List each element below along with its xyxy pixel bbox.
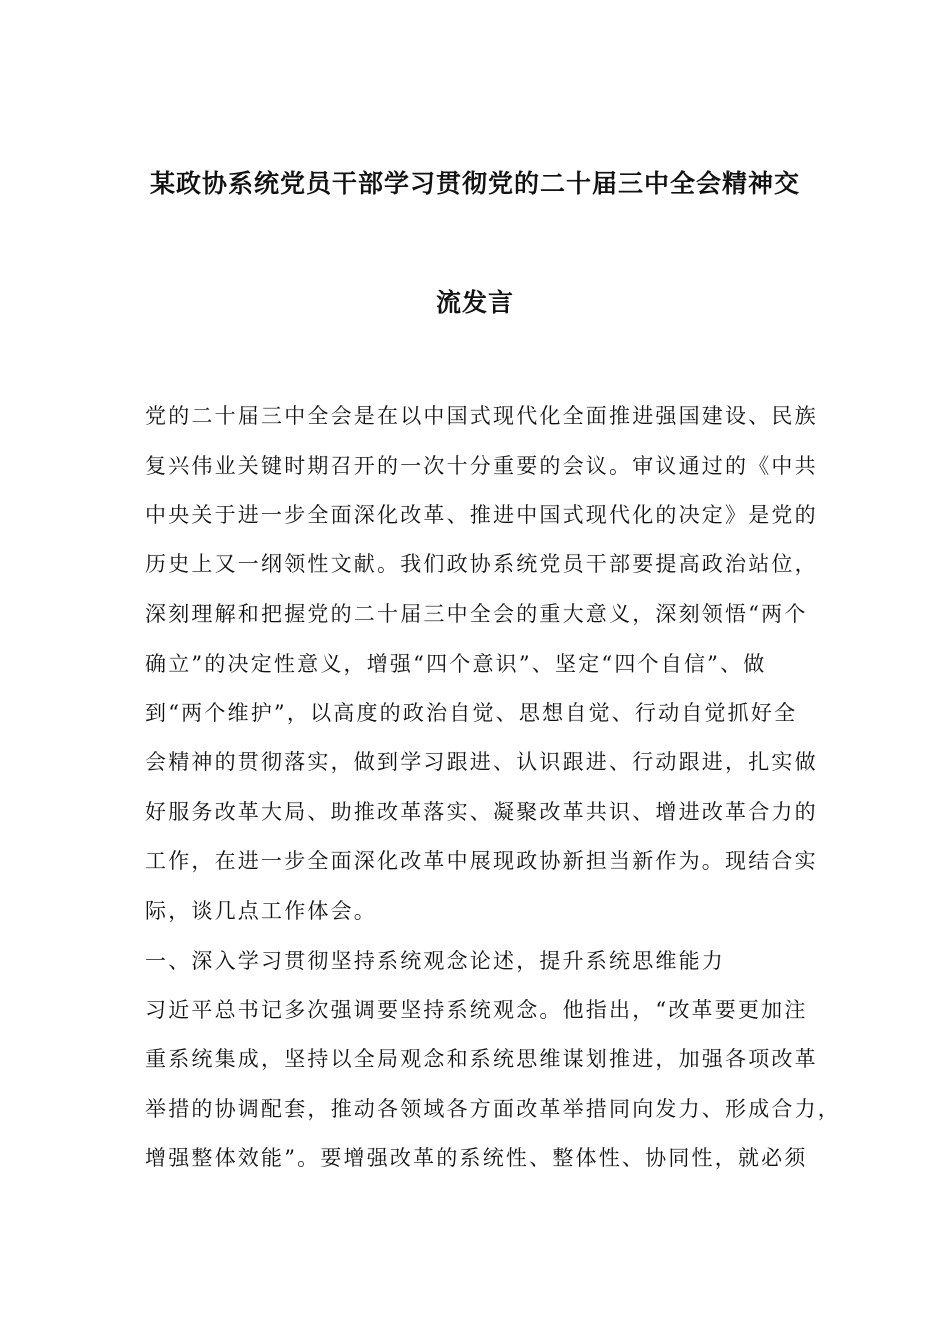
document-title-line-2: 流发言: [435, 288, 514, 317]
body-line: 会精神的贯彻落实，做到学习跟进、认识跟进、行动跟进，扎实做: [145, 750, 818, 774]
body-line: 工作，在进一步全面深化改革中展现政协新担当新作为。现结合实: [145, 849, 818, 873]
body-line: 确立”的决定性意义，增强“四个意识”、坚定“四个自信”、做: [145, 652, 767, 676]
body-line: 举措的协调配套，推动各领域各方面改革举措同向发力、形成合力，: [145, 1097, 841, 1121]
body-line: 重系统集成，坚持以全局观念和系统思维谋划推进，加强各项改革: [145, 1047, 818, 1071]
section-heading: 一、深入学习贯彻坚持系统观念论述，提升系统思维能力: [145, 949, 725, 973]
body-line: 党的二十届三中全会是在以中国式现代化全面推进强国建设、民族: [145, 404, 818, 428]
body-line: 际，谈几点工作体会。: [145, 899, 377, 923]
body-line: 历史上又一纲领性文献。我们政协系统党员干部要提高政治站位，: [145, 552, 818, 576]
body-line: 中央关于进一步全面深化改革、推进中国式现代化的决定》是党的: [145, 503, 818, 527]
body-line: 增强整体效能”。要增强改革的系统性、整体性、协同性，就必须: [145, 1146, 808, 1170]
body-line: 深刻理解和把握党的二十届三中全会的重大意义，深刻领悟“两个: [145, 602, 808, 626]
body-line: 复兴伟业关键时期召开的一次十分重要的会议。审议通过的《中共: [145, 454, 818, 478]
body-line: 习近平总书记多次强调要坚持系统观念。他指出，“改革要更加注: [145, 998, 808, 1022]
body-line: 到“两个维护”，以高度的政治自觉、思想自觉、行动自觉抓好全: [145, 701, 798, 725]
document-title-line-1: 某政协系统党员干部学习贯彻党的二十届三中全会精神交: [149, 169, 800, 198]
body-line: 好服务改革大局、助推改革落实、凝聚改革共识、增进改革合力的: [145, 800, 818, 824]
